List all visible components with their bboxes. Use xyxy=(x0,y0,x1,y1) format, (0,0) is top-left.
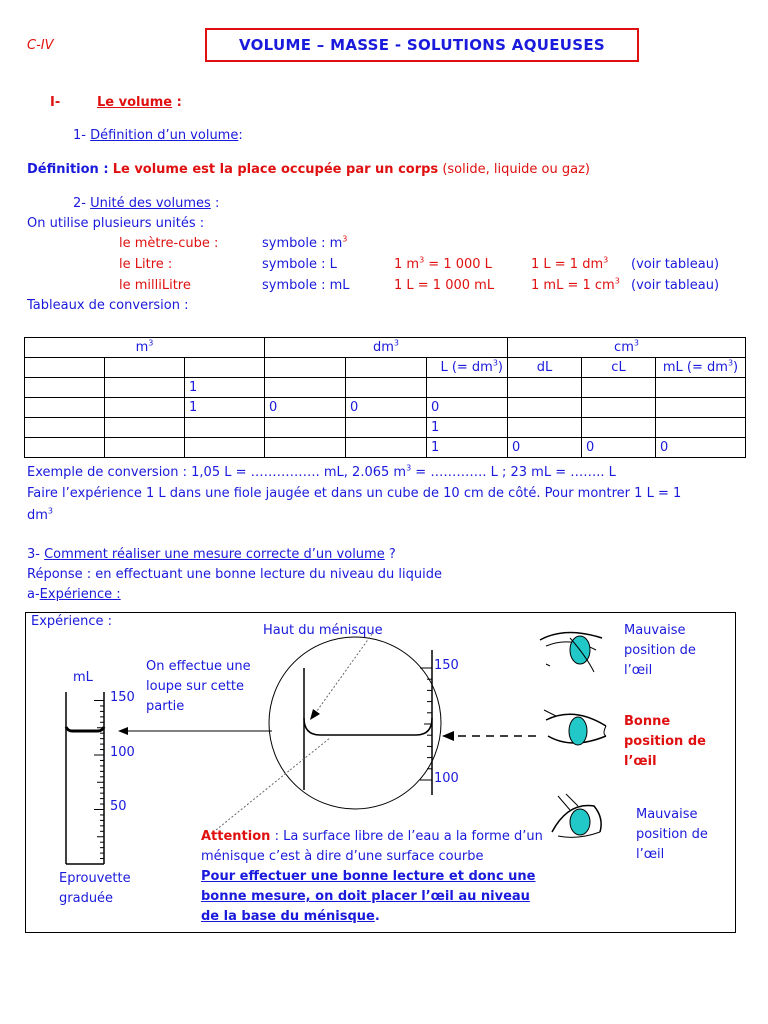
eye-bottom-icon xyxy=(552,794,601,837)
table-cell: 1 xyxy=(185,378,265,398)
cylinder-unit: mL xyxy=(73,670,93,685)
table-title: Tableaux de conversion : xyxy=(27,298,189,313)
header-cm3-sup: 3 xyxy=(633,338,639,348)
section-number: I- xyxy=(50,95,61,110)
example-line-3-a: dm xyxy=(27,508,48,523)
table-cell: 0 xyxy=(427,398,508,418)
attention-word: Attention xyxy=(201,829,271,844)
conclusion-end: . xyxy=(374,909,380,924)
zoom-circle xyxy=(269,637,441,809)
units-intro: On utilise plusieurs unités : xyxy=(27,216,205,231)
unit-conv2-litre-sup: 3 xyxy=(603,255,609,265)
conclusion-note xyxy=(201,867,549,927)
cylinder-grad-150: 150 xyxy=(110,690,135,705)
subheader-litre-sup: 3 xyxy=(492,358,498,368)
example-line-1-sup: 3 xyxy=(406,463,412,473)
subheader-cl: cL xyxy=(582,358,656,378)
table-cell: 0 xyxy=(582,438,656,458)
subsection-1-number: 1- xyxy=(73,128,86,143)
header-m3-sup: 3 xyxy=(148,338,154,348)
unit-name-m3: le mètre-cube : xyxy=(119,236,219,251)
table-cell: 0 xyxy=(508,438,582,458)
chapter-code: C-IV xyxy=(27,38,54,53)
unit-conv1-litre-a: 1 m xyxy=(394,257,420,272)
subheader-ml-a: mL (= dm xyxy=(662,360,728,375)
example-line-3-sup: 3 xyxy=(47,506,54,516)
definition-text: Le volume est la place occupée par un corps xyxy=(112,162,439,177)
subsection-2-number: 2- xyxy=(73,196,86,211)
table-cell: 1 xyxy=(185,398,265,418)
subsection-3-q: ? xyxy=(388,547,396,562)
meniscus-top-label: Haut du ménisque xyxy=(263,623,383,638)
experiment-label: Expérience : xyxy=(31,614,113,629)
example-line-1-a: Exemple de conversion : 1,05 L = ……………. mL, 2.065 m xyxy=(27,465,407,480)
cylinder-name: Eprouvette graduée xyxy=(59,871,131,906)
subheader-dl: dL xyxy=(508,358,582,378)
zoom-grad-100: 100 xyxy=(434,771,459,786)
cylinder-grad-50: 50 xyxy=(110,799,127,814)
unit-note-ml: (voir tableau) xyxy=(631,278,720,293)
unit-symbol-ml: symbole : mL xyxy=(262,278,350,293)
eye-good-label: Bonne position de l’œil xyxy=(624,714,706,769)
answer-line: Réponse : en effectuant une bonne lecture du niveau du liquide xyxy=(27,567,442,582)
subsection-1-colon: : xyxy=(238,128,243,143)
example-line-1-b: = …………. L ; 23 mL = …….. L xyxy=(411,465,616,480)
subheader-litre-a: L (= dm xyxy=(440,360,493,375)
subsection-3-title: Comment réaliser une mesure correcte d’un volume xyxy=(44,547,385,562)
header-dm3-sup: 3 xyxy=(393,338,399,348)
eye-middle-icon xyxy=(544,710,606,745)
subsection-2-colon: : xyxy=(214,196,220,211)
subsection-2-title: Unité des volumes xyxy=(90,196,211,211)
table-cell: 1 xyxy=(427,418,508,438)
eye-bad-top-label: Mauvaise position de l’œil xyxy=(624,623,696,678)
subsection-3-number: 3- xyxy=(27,547,40,562)
unit-symbol-m3-text: symbole : m xyxy=(262,236,343,251)
example-line-2: Faire l’expérience 1 L dans une fiole jaugée et dans un cube de 10 cm de côté. Pour montrer 1 L = 1 xyxy=(27,486,682,501)
unit-symbol-m3-sup: 3 xyxy=(342,234,348,244)
section-title-colon: : xyxy=(176,95,182,110)
pointer-arrow-icon xyxy=(310,709,320,720)
cylinder-ticks xyxy=(94,701,104,865)
section-title-text: Le volume xyxy=(97,95,173,110)
eye-bad-bottom-label: Mauvaise position de l’œil xyxy=(636,807,708,862)
definition-label: Définition : xyxy=(27,162,109,177)
eye-top-icon xyxy=(540,632,602,672)
subsection-3a-number: a- xyxy=(27,587,40,602)
subheader-ml-sup: 3 xyxy=(727,358,734,368)
header-dm3-base: dm xyxy=(372,340,394,355)
zoom-ticks xyxy=(420,668,432,780)
unit-conv2-ml-sup: 3 xyxy=(614,276,620,286)
unit-conv2-litre-a: 1 L = 1 dm xyxy=(531,257,604,272)
unit-name-litre: le Litre : xyxy=(119,257,173,272)
unit-conv1-ml: 1 L = 1 000 mL xyxy=(394,278,495,293)
graduated-cylinder xyxy=(66,692,104,864)
table-cell: 0 xyxy=(656,438,746,458)
unit-conv1-litre-b: = 1 000 L xyxy=(424,257,492,272)
attention-note xyxy=(201,827,549,867)
attention-text: : La surface libre de l’eau a la forme d’un ménisque c’est à dire d’une surface courbe xyxy=(201,829,543,864)
unit-note-litre: (voir tableau) xyxy=(631,257,720,272)
header-cm3-base: cm xyxy=(614,340,634,355)
unit-conv1-litre-sup: 3 xyxy=(419,255,425,265)
unit-conv2-ml-a: 1 mL = 1 cm xyxy=(531,278,615,293)
zoom-grad-150: 150 xyxy=(434,658,459,673)
table-cell: 1 xyxy=(427,438,508,458)
subsection-3a-title: Expérience : xyxy=(39,587,121,602)
table-cell: 0 xyxy=(265,398,346,418)
loupe-note: On effectue une loupe sur cette partie xyxy=(146,659,251,714)
unit-symbol-litre: symbole : L xyxy=(262,257,337,272)
subheader-ml-b: ) xyxy=(733,360,739,375)
subheader-litre-b: ) xyxy=(497,360,503,375)
header-m3-base: m xyxy=(135,340,149,355)
page-title: VOLUME – MASSE - SOLUTIONS AQUEUSES xyxy=(205,28,639,62)
conclusion-text: Pour effectuer une bonne lecture et donc une bonne mesure, on doit placer l’œil au niveau de la base du ménisque xyxy=(201,869,536,924)
table-cell: 0 xyxy=(346,398,427,418)
arrow-head-left-icon xyxy=(118,727,128,735)
arrow-head-eye-icon xyxy=(442,731,454,741)
cylinder-grad-100: 100 xyxy=(110,745,135,760)
subsection-1-title: Définition d’un volume xyxy=(90,128,239,143)
unit-name-ml: le milliLitre xyxy=(119,278,191,293)
definition-paren: (solide, liquide ou gaz) xyxy=(442,162,590,177)
